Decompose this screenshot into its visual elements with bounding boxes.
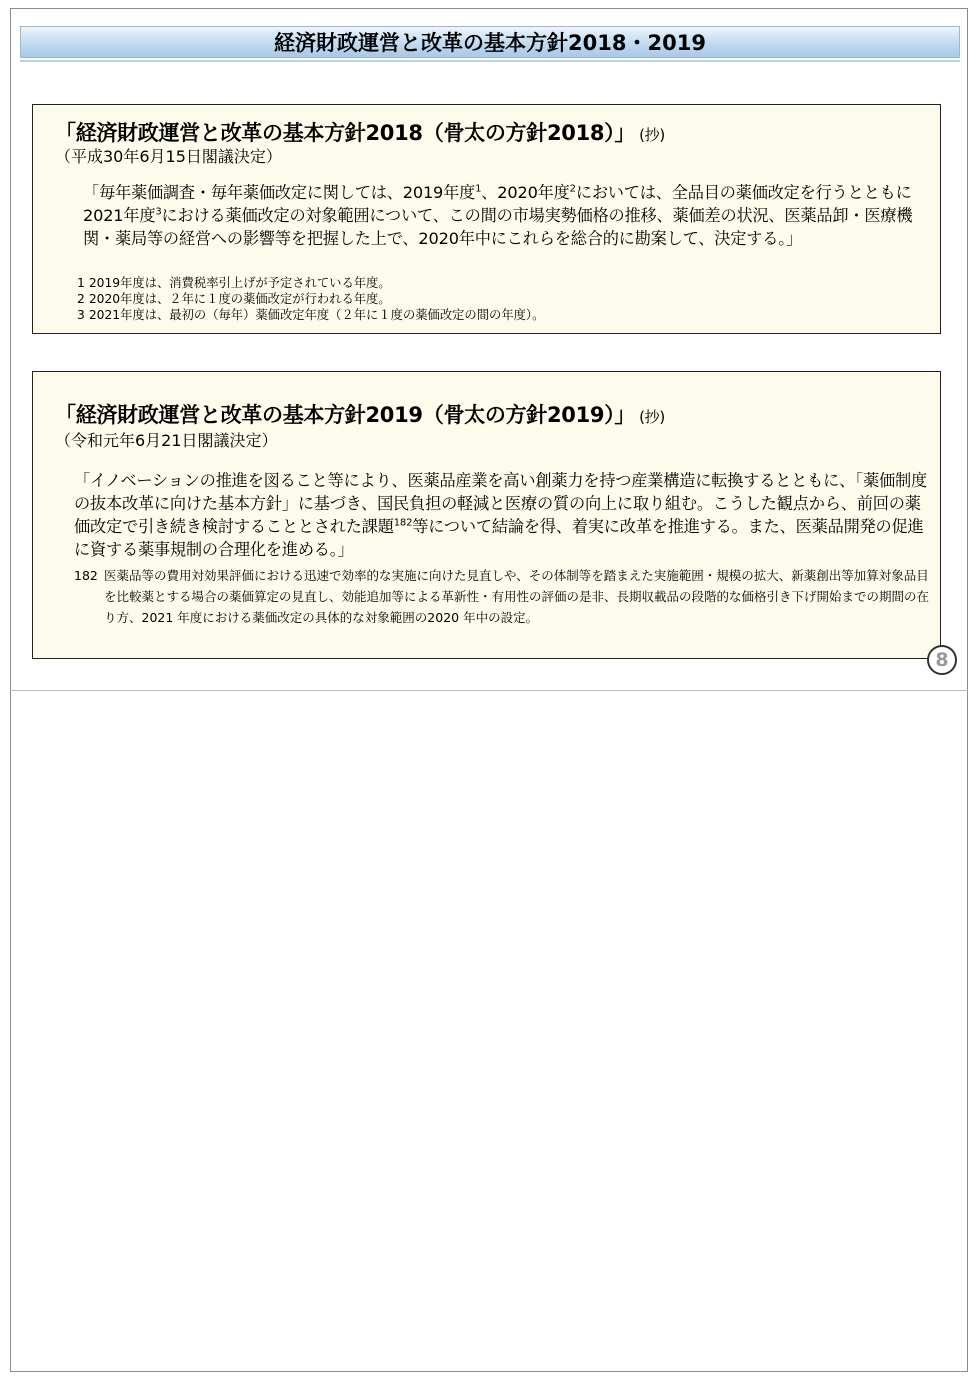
footnote-number: 3: [77, 308, 85, 322]
slide-bottom-divider: [10, 690, 968, 691]
cabinet-decision-date: （平成30年6月15日閣議決定）: [55, 147, 282, 166]
footnote-ref: 182: [393, 517, 413, 529]
footnote-ref: 2: [569, 183, 576, 195]
title-underline: [20, 60, 960, 62]
policy-heading-text: 「経済財政運営と改革の基本方針2019（骨太の方針2019）」: [55, 403, 636, 427]
footnote-item: [77, 291, 544, 307]
excerpt-note: (抄): [639, 126, 665, 144]
slide-title-text: 経済財政運営と改革の基本方針2018・2019: [274, 31, 706, 55]
footnote-ref: 1: [475, 183, 482, 195]
page-number: 8: [935, 649, 949, 671]
footnote-number: 2: [77, 292, 85, 306]
policy-heading-2018: [55, 117, 665, 147]
footnote-text: 2020年度は、２年に１度の薬価改定が行われる年度。: [88, 292, 391, 306]
footnote-number: 182: [74, 568, 98, 583]
footnote-ref: 3: [155, 206, 162, 218]
quote-text: 等について結論を得、着実に改革を推進する。また、医薬品開発の促進に資する薬事規制の合理化を進める。」: [74, 517, 924, 559]
footnote-item: [74, 565, 929, 628]
policy-quote: [83, 181, 929, 250]
quote-text: における薬価改定の対象範囲について、この間の市場実勢価格の推移、薬価差の状況、医薬品卸・医療機関・薬局等の経営への影響等を把握した上で、2020年中にこれらを総合的に勘案して、決定する。」: [83, 206, 913, 248]
excerpt-note: (抄): [639, 408, 665, 426]
quote-text: 「イノベーションの推進を図ること等により、医薬品産業を高い創薬力を持つ産業構造に転換するとともに、「薬価制度の抜本改革に向けた基本方針」に基づき、国民負担の軽減と医療の質の向上に取り組む。こうした観点から、前回の薬価改定で引き続き検討することとされた課題: [74, 471, 927, 536]
footnote-list: [77, 275, 544, 323]
quote-text: 、2020年度: [481, 183, 570, 202]
policy-heading-2019: [55, 399, 665, 429]
footnote-number: 1: [77, 276, 85, 290]
quote-text: においては、全品目の薬価改定を行うとともに2021年度: [83, 183, 912, 225]
footnote-item: [77, 275, 544, 291]
footnote-text: 2021年度は、最初の（毎年）薬価改定年度（２年に１度の薬価改定の間の年度）。: [88, 308, 545, 322]
policy-quote: [74, 469, 929, 561]
footnote-text: 2019年度は、消費税率引上げが予定されている年度。: [88, 276, 391, 290]
page-number-badge: [927, 645, 957, 675]
slide-title: [20, 26, 960, 58]
policy-box-2019: [32, 371, 941, 659]
footnote-text: 医薬品等の費用対効果評価における迅速で効率的な実施に向けた見直しや、その体制等を踏まえた実施範囲・規模の拡大、新薬創出等加算対象品目を比較薬とする場合の薬価算定の見直し、効能追加等による革新性・有用性の評価の是非、長期収載品の段階的な価格引き下げ開始までの期間の在り方、2021 年度における薬価改定の具体的な対象範囲の2020 年中の設定。: [104, 568, 930, 625]
policy-box-2018: [32, 104, 941, 334]
footnote-item: [77, 307, 544, 323]
policy-heading-text: 「経済財政運営と改革の基本方針2018（骨太の方針2018）」: [55, 121, 636, 145]
cabinet-decision-date: （令和元年6月21日閣議決定）: [55, 431, 278, 450]
quote-text: 「毎年薬価調査・毎年薬価改定に関しては、2019年度: [83, 183, 476, 202]
